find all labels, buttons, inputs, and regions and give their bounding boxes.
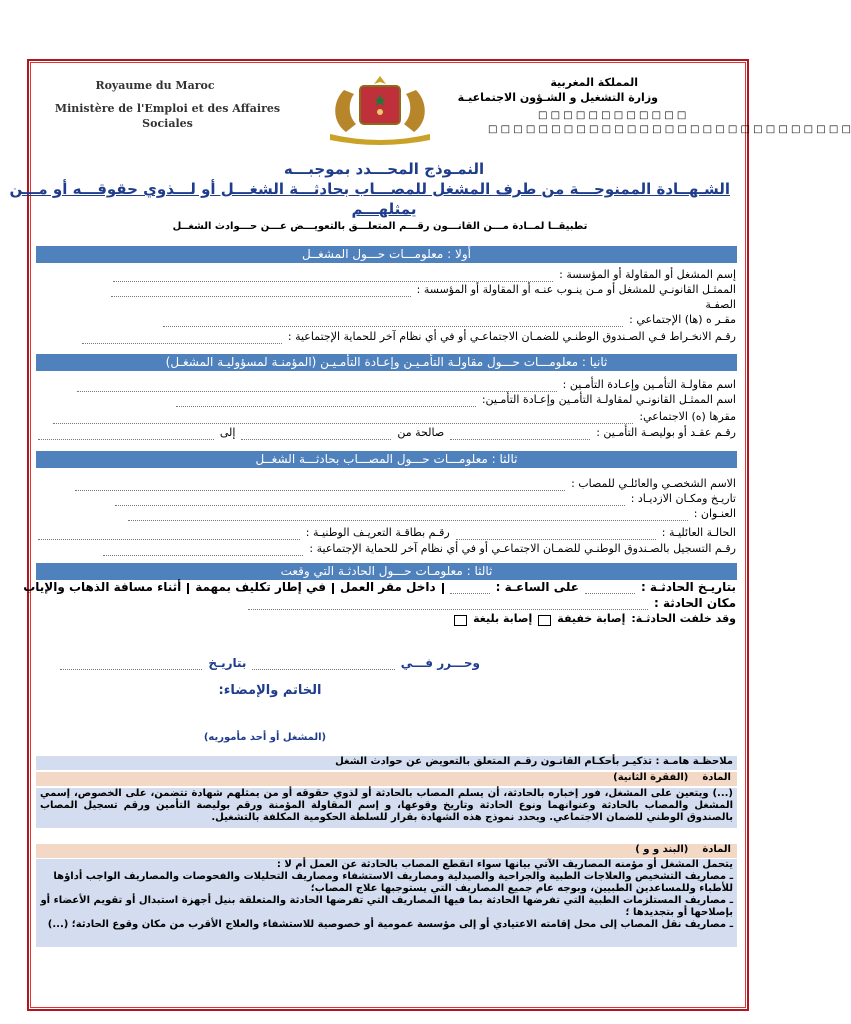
title-line3: يمثلهـــم bbox=[351, 200, 417, 218]
result-label: وقد خلفت الحادثـة: bbox=[631, 612, 736, 625]
article-1-body bbox=[36, 788, 737, 828]
fill-line[interactable] bbox=[38, 530, 300, 540]
signature-row bbox=[60, 656, 480, 670]
fill-line[interactable] bbox=[163, 317, 623, 327]
s1-label-4: رقـم الانخـراط فـي الصـندوق الوطنـي للضمـان الاجتماعـي أو في أي نظام آخر للحماية الإجتماعية : bbox=[287, 330, 736, 343]
s4-row-date bbox=[23, 580, 736, 594]
done-in-label: وحـــرر فـــي bbox=[400, 656, 480, 670]
s1-label-1: الممثـل القانونـي للمشغل أو مـن ينـوب عنـه أو المقاولة أو المؤسسة : bbox=[416, 283, 736, 296]
note-2-bullet-2: ـ مصاريف المستلزمات الطبية التي تفرضها الحادثة بما فيها المصاريف التي تفرضها الحادثة والمتعلقة بنيل أجهزة استبدال أو تقويم الأعضاء أو بإصلاحها أو بتجديدها ؛ bbox=[40, 895, 733, 918]
section-3-header: ثالثا : معلومـــات حـــول المصـــاب بحادثـــة الشغــل bbox=[36, 451, 737, 468]
fill-line[interactable] bbox=[585, 584, 635, 594]
s4-row-place bbox=[38, 596, 736, 610]
mission-label: في إطار تكليف بمهمة bbox=[195, 580, 326, 594]
fr-ministry: Ministère de l'Emploi et des Affaires Sociales bbox=[54, 102, 281, 130]
s1-label-2: الصفـة bbox=[705, 298, 736, 311]
fill-line[interactable] bbox=[60, 660, 202, 670]
s2-label-2: مقرها (ه) الاجتماعي: bbox=[639, 410, 736, 423]
s4-row-result bbox=[38, 612, 736, 626]
fill-line[interactable] bbox=[75, 481, 565, 491]
fr-country: Royaume du Maroc bbox=[95, 79, 215, 92]
commute-label: أثناء مسافة الذهاب والإياب bbox=[23, 580, 182, 594]
s2-label-1: اسم الممثـل القانونـي لمقاولـة التأمـين وإعـادة التأمـين: bbox=[481, 393, 736, 406]
light-injury-checkbox[interactable] bbox=[538, 615, 551, 626]
mission-checkbox[interactable] bbox=[332, 583, 334, 594]
s2-label-0: اسم مقاولـة التأمـين وإعـادة التأمـين : bbox=[562, 378, 736, 391]
fill-line[interactable] bbox=[53, 414, 633, 424]
coat-of-arms-emblem bbox=[320, 72, 440, 144]
article-1-label: المادة bbox=[702, 772, 731, 783]
s1-label-3: مقـر ه (ها) الإجتماعي : bbox=[629, 313, 736, 326]
inside-work-label: داخل مقر العمل bbox=[339, 580, 436, 594]
note-2-bullet-3: ـ مصاريف نقل المصاب إلى محل إقامته الاعتيادي أو إلى مؤسسة عمومية أو خصوصية للاستشفاء والعلاج الأقرب من مكان وقوع الحادثة؛ (...) bbox=[47, 919, 733, 930]
s3-label-4: رقـم التسجيل بالصـندوق الوطنـي للضمـان الاجتماعـي أو في أي نظام آخر للحماية الإجتماعية : bbox=[309, 542, 736, 555]
place-label: مكان الحادثة : bbox=[653, 596, 736, 610]
article-2-label: المادة bbox=[702, 844, 731, 855]
article-2-body bbox=[36, 859, 737, 947]
fill-line[interactable] bbox=[456, 530, 656, 540]
s3-label-1: تاريـخ ومكـان الازديـاد : bbox=[630, 492, 736, 505]
section-4-header: ثالثا : معلومـات حـــول الحادثـة التي وقعت bbox=[36, 563, 737, 580]
ar-country: المملكة المغربية bbox=[550, 76, 638, 89]
title-line1: النمـوذج المحـــدد بموجبـــه bbox=[283, 160, 485, 178]
s3-row-name bbox=[38, 477, 736, 491]
s2-label-3: رقـم عقـد أو بوليصـة التأمـين : bbox=[596, 426, 736, 439]
accident-date-label: بتاريـخ الحادثـة : bbox=[640, 580, 736, 594]
s3-row-marital bbox=[38, 526, 736, 540]
s3-row-cnss bbox=[38, 542, 736, 556]
fill-line[interactable] bbox=[248, 600, 648, 610]
s1-row-employer-name bbox=[38, 268, 736, 282]
article-1-header bbox=[36, 772, 737, 786]
s3-row-birth bbox=[38, 492, 736, 506]
s2-row-insurer bbox=[38, 378, 736, 392]
fill-line[interactable] bbox=[115, 496, 625, 506]
employer-caption: (المشغل أو أحد مأموريه) bbox=[203, 732, 327, 743]
article-2-header bbox=[36, 844, 737, 858]
on-date-label: بتاريـخ bbox=[208, 656, 247, 670]
s3-id-card: رقـم بطاقـة التعريـف الوطنيـة : bbox=[305, 526, 450, 539]
s1-label-0: إسم المشغل أو المقاولة أو المؤسسة : bbox=[559, 268, 736, 281]
light-injury-label: إصابة خفيفة bbox=[557, 612, 626, 625]
title-line2: الشـهــادة الممنوحـــة من طرف المشغل للمصـــاب بحادثـــة الشغـــل أو لـــذوي حقوقـــه أو مـــن bbox=[9, 180, 730, 198]
s3-label-2: العنـوان : bbox=[693, 507, 736, 520]
note-1-text: (...) ويتعين على المشغل، فور إخباره بالحادثة، أن يسلم المصاب بالحادثة أو لذوي حقوقه أو من يمثلهم شهادة تتضمن، على الخصوص، إسمي المشغل والمصاب بالحادثة وعنوانهما ونوع الحادثة وتاريخ وقوعها، و إسم المقاولة المؤمنة ورقم بوليصة التأمين ورقم تسجيل المصاب بالصندوق الوطني للضمان الاجتماعي. ويحدد نموذج هذه الشهادة بقرار للسلطة الحكومية المكلفة بالتشغيل. bbox=[40, 788, 733, 823]
fill-line[interactable] bbox=[38, 430, 214, 440]
note-2-bullet-1: ـ مصاريف التشخيص والعلاجات الطبية والجراحية والصيدلية ومصاريف الاستشفاء ومصاريف التحليلات والفحوصات والمصاريف الواجب أداؤها للأطباء وللمساعدين الطبيين، وبوجه عام جميع المصاريف التي يستوجبها علاج المصاب؛ bbox=[53, 871, 733, 894]
important-note-text: ملاحظـة هامـة : تذكيـر بأحكـام القانـون رقـم المتعلق بالتعويض عن حوادث الشغل bbox=[335, 756, 733, 767]
accident-time-label: على الساعـة : bbox=[495, 580, 579, 594]
s1-row-hq bbox=[38, 313, 736, 327]
s2-row-hq bbox=[38, 410, 736, 424]
fill-line[interactable] bbox=[111, 287, 411, 297]
clauses-label: (البند و و ) bbox=[635, 844, 689, 855]
section-2-header: ثانيا : معلومـــات حـــول مقاولـة التأمـيـن وإعـادة التأمـيـن (المؤمنـة لمسؤوليـة المشغـل) bbox=[36, 354, 737, 371]
severe-injury-checkbox[interactable] bbox=[454, 615, 467, 626]
fill-line[interactable] bbox=[252, 660, 394, 670]
note-spacer bbox=[36, 830, 737, 844]
s3-label-0: الاسم الشخصـي والعائلـي للمصاب : bbox=[571, 477, 736, 490]
fill-line[interactable] bbox=[128, 511, 688, 521]
inside-work-checkbox[interactable] bbox=[442, 583, 444, 594]
title-subtitle: تطبيقــا لمــادة مـــن القانـــون رقـــم المتعلـــق بالتعويـــض عـــن حـــوادث الشغــل bbox=[172, 221, 588, 232]
important-note bbox=[36, 756, 737, 770]
fill-line[interactable] bbox=[103, 546, 303, 556]
s1-row-cnss bbox=[38, 330, 736, 344]
fill-line[interactable] bbox=[77, 382, 557, 392]
placeholder-glyphs-2: □ □ □ □ □ □ □ □ □ □ □ □ □ □ □ □ □ □ □ □ □ □ □ □ □ □ □ □ □ bbox=[488, 124, 851, 135]
s3-label-3: الحالـة العائليـة : bbox=[661, 526, 736, 539]
fill-line[interactable] bbox=[450, 584, 490, 594]
s2-valid-from: صالحة من bbox=[397, 426, 445, 439]
s1-row-legal-rep bbox=[38, 283, 736, 297]
fill-line[interactable] bbox=[113, 272, 553, 282]
fill-line[interactable] bbox=[241, 430, 391, 440]
s2-to: إلى bbox=[219, 426, 236, 439]
s1-row-capacity bbox=[38, 298, 736, 312]
note-2-intro: يتحمل المشغل أو مؤمنه المصاريف الآتي بيانها سواء انقطع المصاب بالحادثة عن العمل أم لا : bbox=[276, 859, 733, 870]
fill-line[interactable] bbox=[82, 334, 282, 344]
s2-row-policy bbox=[38, 426, 736, 440]
ar-ministry: وزارة التشغيل و الشـؤون الاجتماعيـة bbox=[457, 91, 658, 104]
paragraph-2-label: (الفقرة الثانية) bbox=[613, 772, 689, 783]
commute-checkbox[interactable] bbox=[187, 583, 189, 594]
fill-line[interactable] bbox=[176, 397, 476, 407]
s2-row-rep bbox=[38, 393, 736, 407]
placeholder-glyphs-1: □ □ □ □ □ □ □ □ □ □ □ □ bbox=[538, 110, 687, 121]
section-1-header: أولا : معلومـــات حـــول المشغــل bbox=[36, 246, 737, 263]
stamp-signature-label: الخاتم والإمضاء: bbox=[218, 683, 322, 698]
fill-line[interactable] bbox=[450, 430, 590, 440]
s3-row-address bbox=[38, 507, 736, 521]
severe-injury-label: إصابة بليغة bbox=[473, 612, 533, 625]
